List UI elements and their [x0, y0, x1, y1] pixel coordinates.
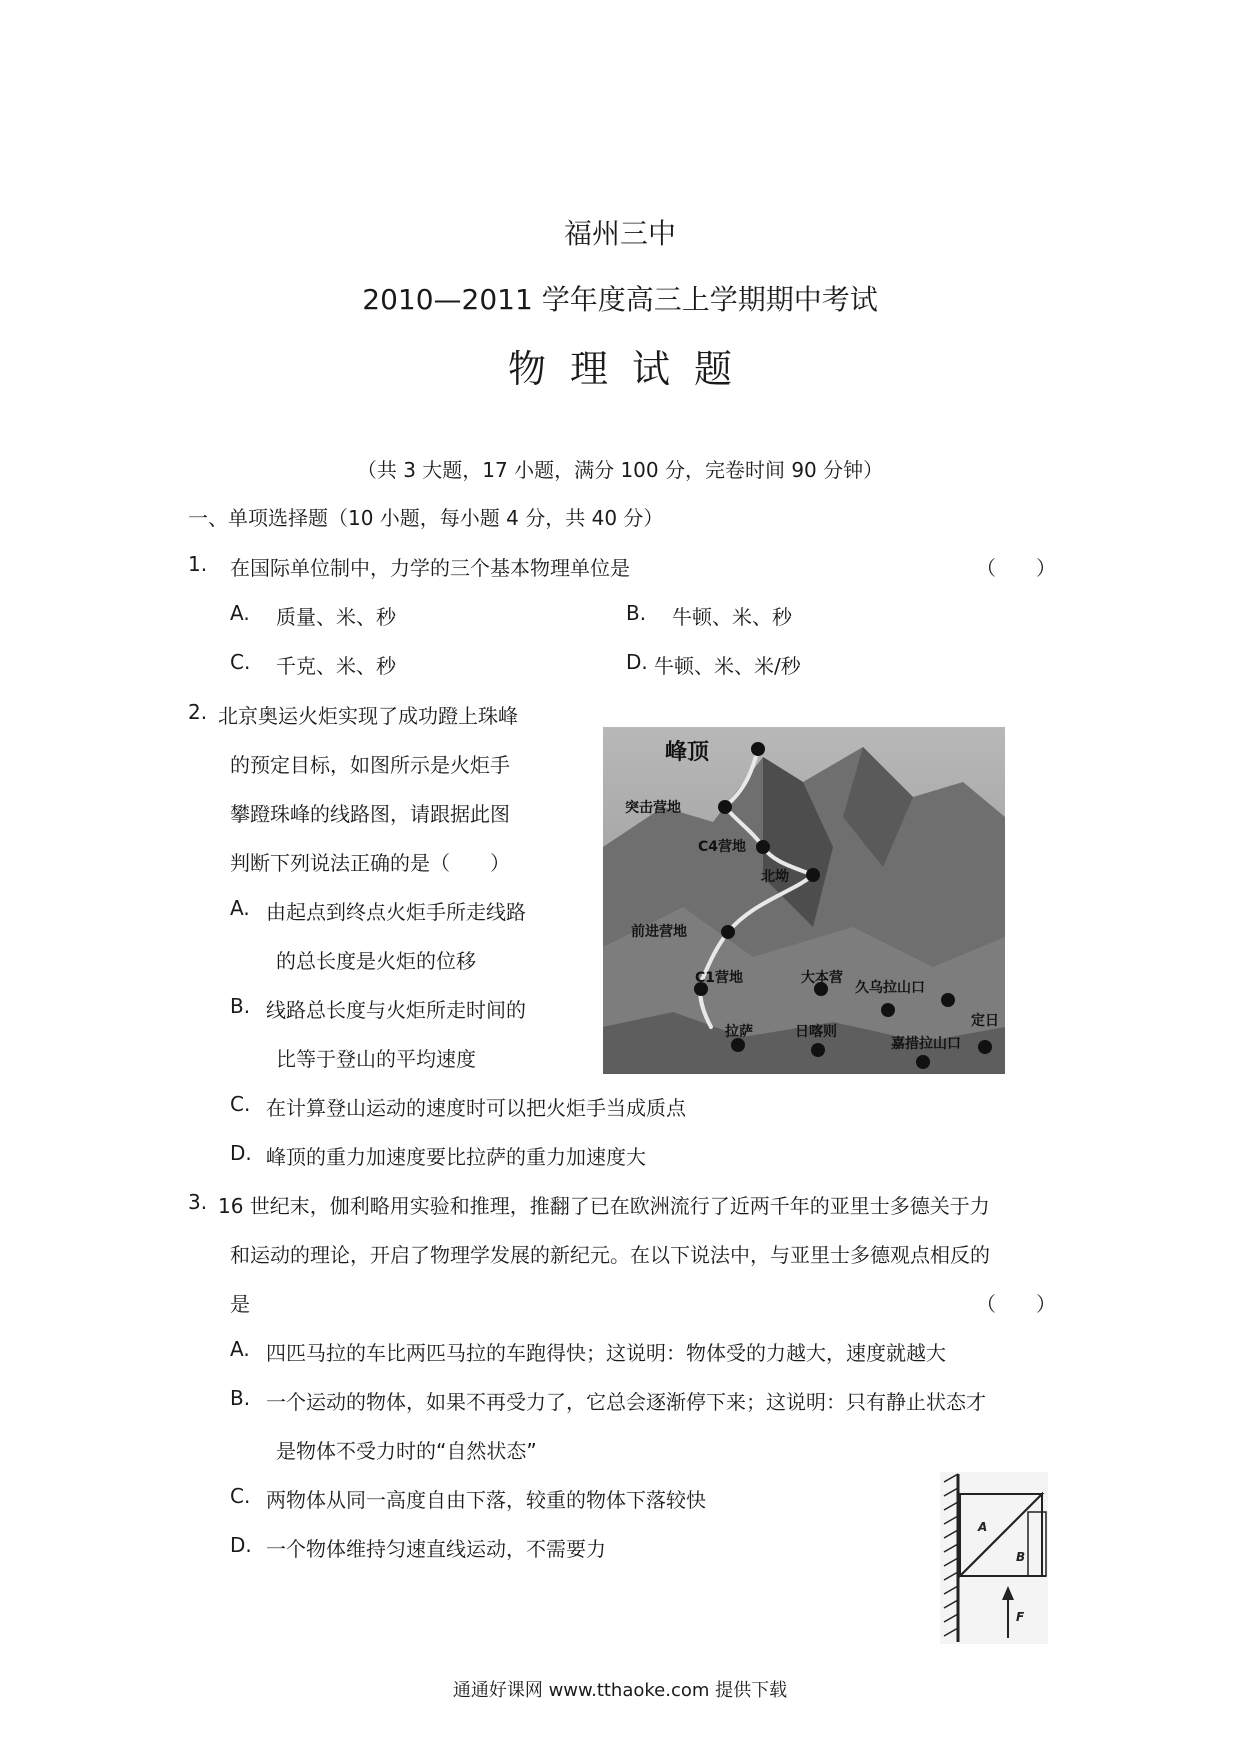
- q1-stem: 在国际单位制中，力学的三个基本物理单位是: [230, 556, 630, 580]
- map-label-advance-camp: 前进营地: [631, 924, 687, 940]
- everest-route-map: [603, 727, 1005, 1074]
- exam-title: 2010—2011 学年度高三上学期期中考试: [362, 283, 878, 316]
- map-label-shigatse: 日喀则: [795, 1024, 837, 1040]
- q1-option-b-text: 牛顿、米、秒: [672, 605, 792, 629]
- q1-option-c-text: 千克、米、秒: [276, 654, 396, 678]
- q1-answer-paren: （ ）: [976, 556, 1056, 580]
- q2-option-a-label: A.: [230, 896, 250, 920]
- q2-stem-line-1: 北京奥运火炬实现了成功蹬上珠峰: [218, 704, 518, 728]
- school-name: 福州三中: [563, 217, 676, 250]
- q2-option-a-line-1: 由起点到终点火炬手所走线路: [266, 900, 526, 924]
- q1-option-a-label: A.: [230, 601, 250, 625]
- map-label-north-col: 北坳: [761, 869, 789, 885]
- map-label-jiacuo-pass: 嘉措拉山口: [891, 1036, 961, 1052]
- figure-label-a: A: [978, 1520, 988, 1534]
- map-label-base-camp: 大本营: [801, 970, 843, 986]
- q1-option-b-label: B.: [626, 601, 647, 625]
- blocks-wall-graphic: [940, 1472, 1048, 1644]
- q1-number: 1.: [188, 552, 208, 576]
- q3-option-a-label: A.: [230, 1337, 250, 1361]
- section-title: 一、单项选择题（10 小题，每小题 4 分，共 40 分）: [188, 506, 664, 530]
- map-label-peak: 峰顶: [665, 740, 710, 765]
- q3-option-d-line-1: 一个物体维持匀速直线运动，不需要力: [266, 1537, 606, 1561]
- q3-option-c-line-1: 两物体从同一高度自由下落，较重的物体下落较快: [266, 1488, 706, 1512]
- q1-option-a-text: 质量、米、秒: [276, 605, 396, 629]
- figure-label-f: F: [1016, 1610, 1025, 1624]
- q1-option-c-label: C.: [230, 650, 251, 674]
- q1-option-d-text: 牛顿、米、米/秒: [654, 654, 801, 678]
- q2-option-b-line-2: 比等于登山的平均速度: [276, 1047, 476, 1071]
- q2-option-c-line-1: 在计算登山运动的速度时可以把火炬手当成质点: [266, 1096, 686, 1120]
- q3-number: 3.: [188, 1190, 208, 1214]
- q2-option-c-label: C.: [230, 1092, 251, 1116]
- exam-info: （共 3 大题，17 小题，满分 100 分，完卷时间 90 分钟）: [356, 458, 884, 482]
- q3-option-b-line-2: 是物体不受力时的“自然状态”: [276, 1439, 537, 1463]
- q3-option-b-line-1: 一个运动的物体，如果不再受力了，它总会逐渐停下来；这说明：只有静止状态才: [266, 1390, 986, 1414]
- q3-option-d-label: D.: [230, 1533, 252, 1557]
- map-label-jiuwu-pass: 久乌拉山口: [855, 980, 925, 996]
- page-footer: 通通好课网 www.tthaoke.com 提供下载: [452, 1680, 788, 1701]
- map-label-assault-camp: 突击营地: [625, 800, 681, 816]
- q3-stem-line-2: 和运动的理论，开启了物理学发展的新纪元。在以下说法中，与亚里士多德观点相反的: [230, 1243, 990, 1267]
- figure-label-b: B: [1016, 1550, 1026, 1564]
- q3-answer-paren: （ ）: [976, 1292, 1056, 1316]
- q2-stem-line-3: 攀蹬珠峰的线路图，请跟据此图: [230, 802, 510, 826]
- q2-option-b-label: B.: [230, 994, 251, 1018]
- q3-stem-line-3: 是: [230, 1292, 250, 1316]
- map-label-lhasa: 拉萨: [725, 1024, 753, 1040]
- q2-option-d-line-1: 峰顶的重力加速度要比拉萨的重力加速度大: [266, 1145, 646, 1169]
- q2-stem-line-2: 的预定目标，如图所示是火炬手: [230, 753, 510, 777]
- q3-option-b-label: B.: [230, 1386, 251, 1410]
- q2-number: 2.: [188, 700, 208, 724]
- map-label-c4: C4营地: [698, 839, 747, 855]
- q2-stem-line-4: 判断下列说法正确的是（ ）: [230, 851, 510, 875]
- q2-option-b-line-1: 线路总长度与火炬所走时间的: [266, 998, 526, 1022]
- blocks-wall-figure: [940, 1472, 1048, 1644]
- q2-option-a-line-2: 的总长度是火炬的位移: [276, 949, 476, 973]
- q3-stem-line-1: 16 世纪末，伽利略用实验和推理，推翻了已在欧洲流行了近两千年的亚里士多德关于力: [218, 1194, 990, 1218]
- subject-title: 物理试题: [507, 347, 756, 391]
- map-label-c1: C1营地: [695, 970, 744, 986]
- q1-option-d-label: D.: [626, 650, 648, 674]
- q3-option-a-line-1: 四匹马拉的车比两匹马拉的车跑得快；这说明：物体受的力越大，速度就越大: [266, 1341, 946, 1365]
- q2-option-d-label: D.: [230, 1141, 252, 1165]
- map-label-dingri: 定日: [971, 1013, 999, 1029]
- q3-option-c-label: C.: [230, 1484, 251, 1508]
